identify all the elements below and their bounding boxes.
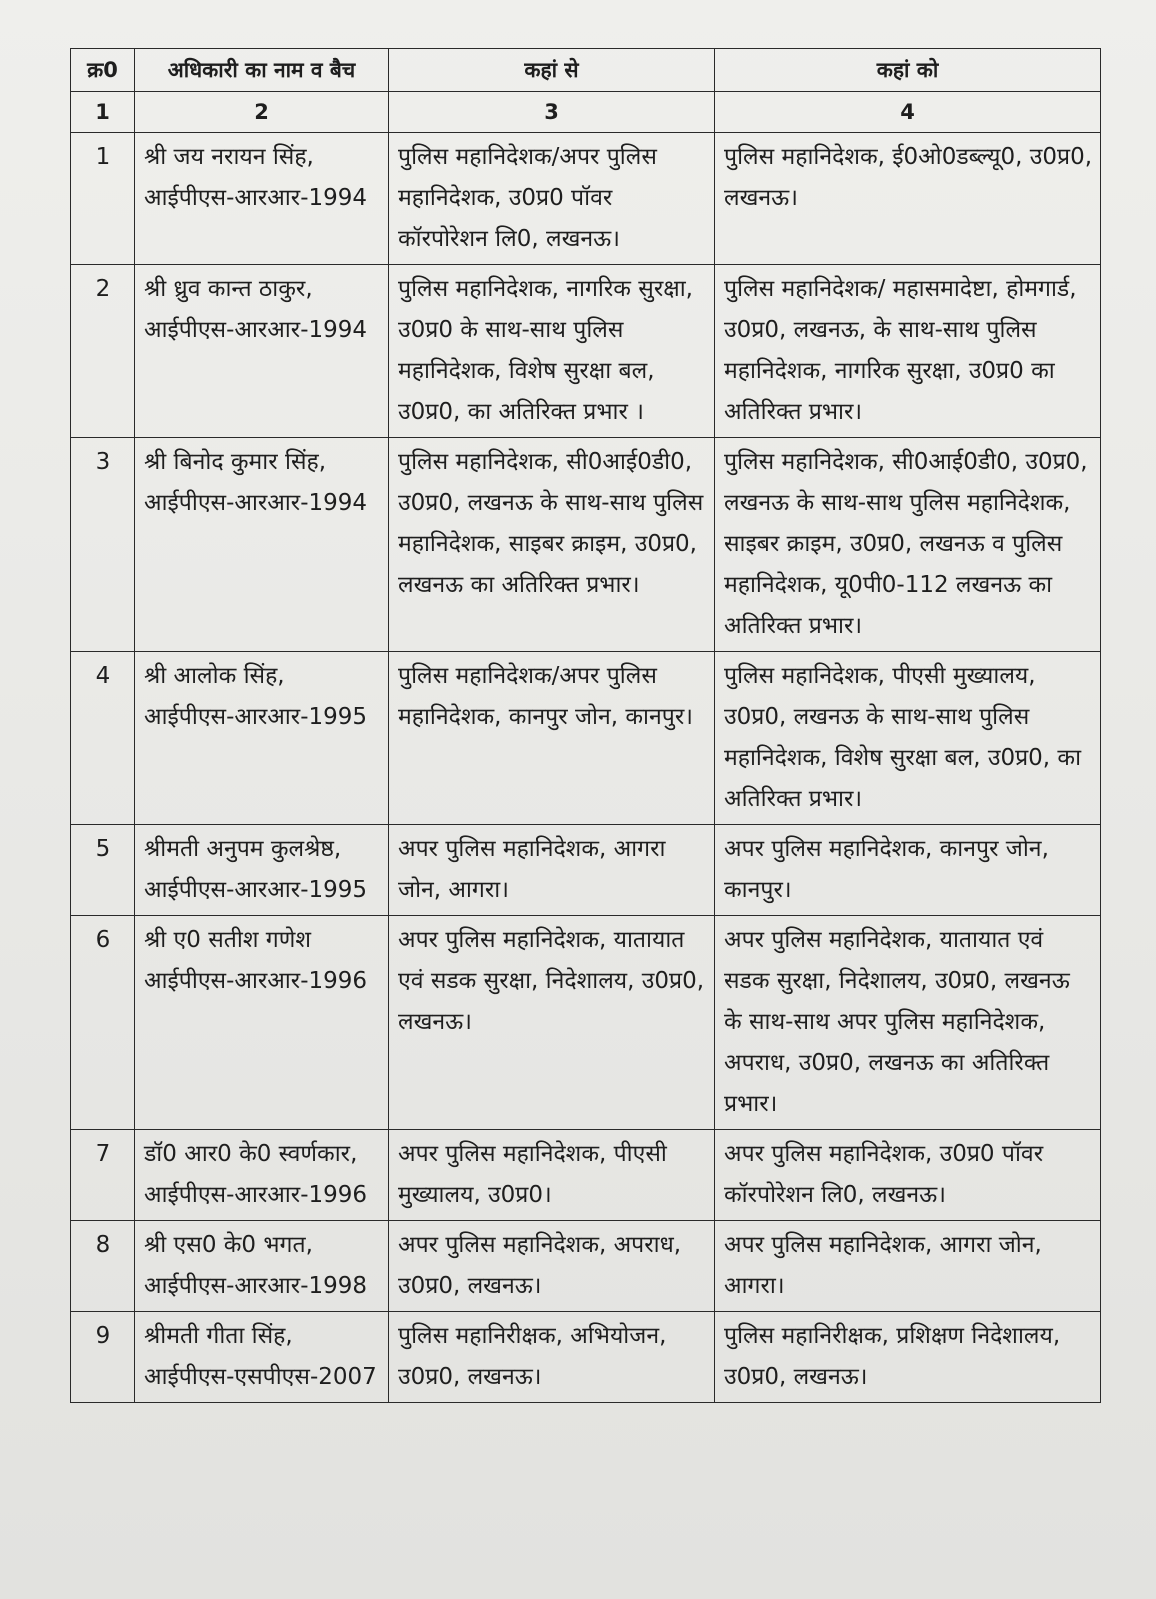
officer-name: श्री ए0 सतीश गणेश	[144, 927, 311, 953]
officer-batch: आईपीएस-एसपीएस-2007	[144, 1364, 377, 1390]
from-posting: अपर पुलिस महानिदेशक, यातायात एवं सडक सुरक्षा, निदेशालय, उ0प्र0, लखनऊ।	[389, 916, 715, 1130]
transfer-table	[70, 48, 1101, 1403]
officer-batch: आईपीएस-आरआर-1994	[144, 490, 368, 516]
officer-name: श्रीमती अनुपम कुलश्रेष्ठ,	[144, 836, 342, 862]
officer-name: श्रीमती गीता सिंह,	[144, 1323, 293, 1349]
officer-cell	[135, 265, 389, 438]
column-number: 1	[71, 92, 135, 133]
table-row	[71, 265, 1101, 438]
officer-name: श्री जय नरायन सिंह,	[144, 144, 314, 170]
officer-cell	[135, 1312, 389, 1403]
table-row	[71, 1221, 1101, 1312]
table-row	[71, 1130, 1101, 1221]
header-row	[71, 49, 1101, 92]
officer-batch: आईपीएस-आरआर-1994	[144, 317, 368, 343]
serial-number: 6	[71, 916, 135, 1130]
from-posting: अपर पुलिस महानिदेशक, पीएसी मुख्यालय, उ0प्र0।	[389, 1130, 715, 1221]
table-row	[71, 133, 1101, 265]
header-from: कहां से	[389, 49, 715, 92]
header-to: कहां को	[715, 49, 1101, 92]
officer-cell	[135, 1221, 389, 1312]
to-posting: अपर पुलिस महानिदेशक, यातायात एवं सडक सुरक्षा, निदेशालय, उ0प्र0, लखनऊ के साथ-साथ अपर पुलिस महानिदेशक, अपराध, उ0प्र0, लखनऊ का अतिरिक्त प्रभार।	[715, 916, 1101, 1130]
to-posting: पुलिस महानिदेशक, ई0ओ0डब्ल्यू0, उ0प्र0, लखनऊ।	[715, 133, 1101, 265]
officer-cell	[135, 825, 389, 916]
officer-batch: आईपीएस-आरआर-1994	[144, 185, 368, 211]
column-number: 4	[715, 92, 1101, 133]
officer-name: डॉ0 आर0 के0 स्वर्णकार,	[144, 1141, 358, 1167]
column-number: 3	[389, 92, 715, 133]
table-row	[71, 916, 1101, 1130]
officer-name: श्री आलोक सिंह,	[144, 663, 285, 689]
officer-name: श्री बिनोद कुमार सिंह,	[144, 449, 327, 475]
from-posting: पुलिस महानिदेशक/अपर पुलिस महानिदेशक, उ0प्र0 पॉवर कॉरपोरेशन लि0, लखनऊ।	[389, 133, 715, 265]
officer-name: श्री एस0 के0 भगत,	[144, 1232, 313, 1258]
officer-batch: आईपीएस-आरआर-1995	[144, 704, 368, 730]
to-posting: अपर पुलिस महानिदेशक, आगरा जोन, आगरा।	[715, 1221, 1101, 1312]
to-posting: अपर पुलिस महानिदेशक, कानपुर जोन, कानपुर।	[715, 825, 1101, 916]
officer-cell	[135, 652, 389, 825]
serial-number: 5	[71, 825, 135, 916]
table-row	[71, 652, 1101, 825]
serial-number: 4	[71, 652, 135, 825]
officer-batch: आईपीएस-आरआर-1995	[144, 877, 368, 903]
from-posting: अपर पुलिस महानिदेशक, अपराध, उ0प्र0, लखनऊ।	[389, 1221, 715, 1312]
officer-batch: आईपीएस-आरआर-1998	[144, 1273, 368, 1299]
to-posting: पुलिस महानिदेशक, पीएसी मुख्यालय, उ0प्र0, लखनऊ के साथ-साथ पुलिस महानिदेशक, विशेष सुरक्षा बल, उ0प्र0, का अतिरिक्त प्रभार।	[715, 652, 1101, 825]
serial-number: 3	[71, 438, 135, 652]
to-posting: पुलिस महानिदेशक, सी0आई0डी0, उ0प्र0, लखनऊ के साथ-साथ पुलिस महानिदेशक, साइबर क्राइम, उ0प्र0, लखनऊ व पुलिस महानिदेशक, यू0पी0-112 लखनऊ का अतिरिक्त प्रभार।	[715, 438, 1101, 652]
officer-cell	[135, 438, 389, 652]
serial-number: 2	[71, 265, 135, 438]
table-row	[71, 438, 1101, 652]
officer-cell	[135, 133, 389, 265]
table-row	[71, 825, 1101, 916]
officer-batch: आईपीएस-आरआर-1996	[144, 968, 368, 994]
table-row	[71, 1312, 1101, 1403]
column-number-row	[71, 92, 1101, 133]
officer-cell	[135, 1130, 389, 1221]
officer-batch: आईपीएस-आरआर-1996	[144, 1182, 368, 1208]
from-posting: अपर पुलिस महानिदेशक, आगरा जोन, आगरा।	[389, 825, 715, 916]
from-posting: पुलिस महानिरीक्षक, अभियोजन, उ0प्र0, लखनऊ।	[389, 1312, 715, 1403]
to-posting: पुलिस महानिदेशक/ महासमादेष्टा, होमगार्ड, उ0प्र0, लखनऊ, के साथ-साथ पुलिस महानिदेशक, नागरिक सुरक्षा, उ0प्र0 का अतिरिक्त प्रभार।	[715, 265, 1101, 438]
serial-number: 8	[71, 1221, 135, 1312]
officer-cell	[135, 916, 389, 1130]
serial-number: 7	[71, 1130, 135, 1221]
to-posting: अपर पुलिस महानिदेशक, उ0प्र0 पॉवर कॉरपोरेशन लि0, लखनऊ।	[715, 1130, 1101, 1221]
from-posting: पुलिस महानिदेशक, नागरिक सुरक्षा, उ0प्र0 के साथ-साथ पुलिस महानिदेशक, विशेष सुरक्षा बल, उ0प्र0, का अतिरिक्त प्रभार ।	[389, 265, 715, 438]
officer-name: श्री ध्रुव कान्त ठाकुर,	[144, 276, 313, 302]
from-posting: पुलिस महानिदेशक, सी0आई0डी0, उ0प्र0, लखनऊ के साथ-साथ पुलिस महानिदेशक, साइबर क्राइम, उ0प्र0, लखनऊ का अतिरिक्त प्रभार।	[389, 438, 715, 652]
to-posting: पुलिस महानिरीक्षक, प्रशिक्षण निदेशालय, उ0प्र0, लखनऊ।	[715, 1312, 1101, 1403]
header-serial: क्र0	[71, 49, 135, 92]
serial-number: 1	[71, 133, 135, 265]
serial-number: 9	[71, 1312, 135, 1403]
from-posting: पुलिस महानिदेशक/अपर पुलिस महानिदेशक, कानपुर जोन, कानपुर।	[389, 652, 715, 825]
column-number: 2	[135, 92, 389, 133]
header-officer-name-batch: अधिकारी का नाम व बैच	[135, 49, 389, 92]
